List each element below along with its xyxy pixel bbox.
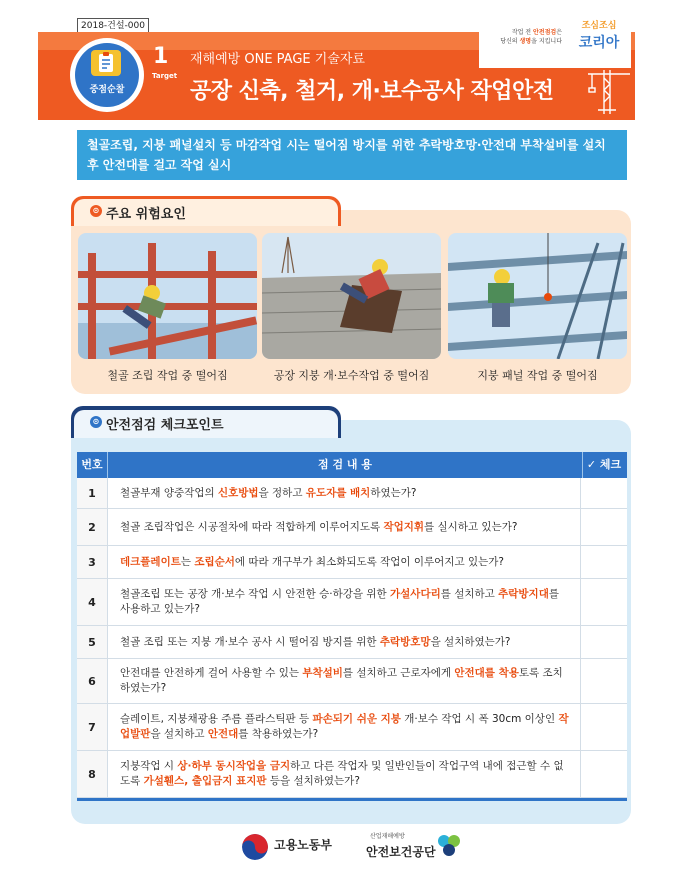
row-text: 을 설치하였는가? — [430, 635, 511, 648]
check-cell[interactable] — [581, 478, 627, 508]
table-row — [77, 626, 627, 659]
table-row — [77, 751, 627, 798]
table-row — [77, 659, 627, 704]
government-emblem-icon — [242, 834, 268, 860]
row-content — [107, 478, 581, 508]
highlighted-term: 작업발판 — [120, 713, 569, 740]
clipboard-icon — [91, 50, 121, 76]
checklist-table — [77, 452, 627, 801]
row-number: 4 — [77, 579, 107, 625]
highlighted-term: 안전대를 착용 — [454, 667, 519, 679]
table-row — [77, 704, 627, 751]
document-number: 2018-건설-000 — [77, 18, 149, 34]
row-text: 지붕작업 시 — [120, 760, 178, 772]
check-cell[interactable] — [581, 579, 627, 625]
row-text: 슬레이트, 지붕채광용 주름 플라스틱판 등 — [120, 713, 313, 725]
row-text: 을 정하고 — [258, 486, 306, 499]
hazard-caption: 공장 지붕 개·보수작업 중 떨어짐 — [273, 369, 430, 382]
row-text: 에 따라 개구부가 최소화되도록 작업이 이루어지고 있는가? — [234, 555, 504, 568]
highlighted-term: 가설휀스, 출입금지 표지판 — [143, 775, 267, 787]
table-bottom-rule — [77, 798, 627, 801]
row-number: 7 — [77, 704, 107, 750]
row-content — [107, 509, 581, 545]
row-content — [107, 626, 581, 658]
highlighted-term: 유도자를 배치 — [305, 486, 371, 499]
table-row — [77, 579, 627, 626]
steel-frame-fall-illustration — [78, 233, 257, 359]
row-text: 토록 조치하였는가? — [120, 667, 563, 694]
row-text: 하였는가? — [370, 486, 417, 499]
page-title: 공장 신축, 철거, 개·보수공사 작업안전 — [190, 79, 554, 104]
row-content — [107, 546, 581, 578]
highlighted-term: 신호방법 — [217, 486, 259, 499]
row-text: 를 사용하고 있는가? — [120, 588, 559, 615]
row-content — [107, 579, 581, 625]
row-text: 하고 다른 작업자 및 일반인들이 작업구역 내에 접근할 수 없도록 — [120, 760, 564, 787]
check-cell[interactable] — [581, 509, 627, 545]
highlighted-term: 추락방호망 — [379, 635, 431, 648]
target-label: Target — [152, 72, 178, 80]
highlighted-term: 안전대 — [207, 728, 239, 740]
highlighted-term: 추락방지대 — [498, 588, 549, 600]
agency-name: 안전보건공단 — [366, 845, 436, 859]
table-body — [77, 478, 627, 798]
row-text: 를 설치하고 — [440, 588, 499, 600]
row-text: 를 착용하였는가? — [238, 728, 319, 740]
row-number: 8 — [77, 751, 107, 797]
checklist-marker-icon: ⊙ — [90, 416, 102, 428]
header-subtitle: 재해예방 ONE PAGE 기술자료 — [190, 52, 365, 67]
column-header-content: 점 검 내 용 — [107, 452, 583, 478]
highlighted-term: 부착설비 — [302, 667, 343, 679]
row-content — [107, 659, 581, 703]
checklist-title: 안전점검 체크포인트 — [106, 418, 224, 433]
row-number: 2 — [77, 509, 107, 545]
row-number: 3 — [77, 546, 107, 578]
hazards-title: 주요 위험요인 — [106, 207, 186, 222]
slogan-text: 작업 전 안전점검은 당신의 생명을 지킵니다 — [500, 29, 562, 45]
highlighted-term: 작업지휘 — [383, 520, 425, 533]
row-text: 는 — [180, 555, 195, 568]
row-number: 5 — [77, 626, 107, 658]
column-header-check: ✓ 체크 — [586, 458, 622, 471]
hazard-caption: 철골 조립 작업 중 떨어짐 — [107, 369, 228, 382]
row-text: 철골조립 또는 공장 개·보수 작업 시 안전한 승·하강을 위한 — [120, 588, 391, 600]
roof-repair-fall-illustration — [262, 233, 441, 359]
row-text: 을 설치하고 — [150, 728, 208, 740]
crane-icon — [584, 66, 632, 116]
highlighted-term: 가설사다리 — [390, 588, 441, 600]
ministry-name: 고용노동부 — [274, 838, 332, 852]
brand-logo-top: 조심조심 — [581, 21, 617, 31]
row-text: 철골 조립 또는 지붕 개·보수 공사 시 떨어짐 방지를 위한 — [120, 635, 380, 648]
agency-logo-icon — [436, 833, 462, 859]
table-row — [77, 509, 627, 546]
roof-panel-fall-illustration — [448, 233, 627, 359]
table-row — [77, 546, 627, 579]
check-cell[interactable] — [581, 626, 627, 658]
highlighted-term: 상·하부 동시작업을 금지 — [177, 760, 291, 772]
row-content — [107, 751, 581, 797]
row-text: 개·보수 작업 시 폭 30cm 이상인 — [400, 713, 559, 725]
intro-summary: 철골조립, 지붕 패널설치 등 마감작업 시는 떨어짐 방지를 위한 추락방호망·안전대 부착설비를 설치 후 안전대를 걸고 작업 실시 — [77, 130, 627, 180]
table-header — [77, 452, 627, 478]
highlighted-term: 파손되기 쉬운 지붕 — [312, 713, 401, 725]
row-content — [107, 704, 581, 750]
row-number: 1 — [77, 478, 107, 508]
row-text: 등을 설치하였는가? — [266, 775, 360, 787]
highlighted-term: 조립순서 — [194, 555, 235, 568]
check-cell[interactable] — [581, 659, 627, 703]
column-header-number: 번호 — [81, 458, 103, 471]
hazards-marker-icon: ⊙ — [90, 205, 102, 217]
seal-label: 중점순찰 — [89, 85, 125, 95]
row-text: 를 설치하고 근로자에게 — [342, 667, 455, 679]
row-text: 를 실시하고 있는가? — [424, 520, 518, 533]
agency-tagline: 산업재해예방 — [370, 833, 405, 840]
hazard-caption: 지붕 패널 작업 중 떨어짐 — [477, 369, 598, 382]
row-text: 철골부재 양중작업의 — [120, 486, 218, 499]
table-row — [77, 478, 627, 509]
check-cell[interactable] — [581, 704, 627, 750]
row-text: 안전대를 안전하게 걸어 사용할 수 있는 — [120, 667, 303, 679]
brand-logo: 코리아 — [578, 35, 620, 51]
row-text: 철골 조립작업은 시공절차에 따라 적합하게 이루어지도록 — [120, 520, 384, 533]
check-cell[interactable] — [581, 751, 627, 797]
target-number: 1 — [153, 44, 169, 69]
row-number: 6 — [77, 659, 107, 703]
highlighted-term: 데크플레이트 — [120, 555, 181, 568]
check-cell[interactable] — [581, 546, 627, 578]
